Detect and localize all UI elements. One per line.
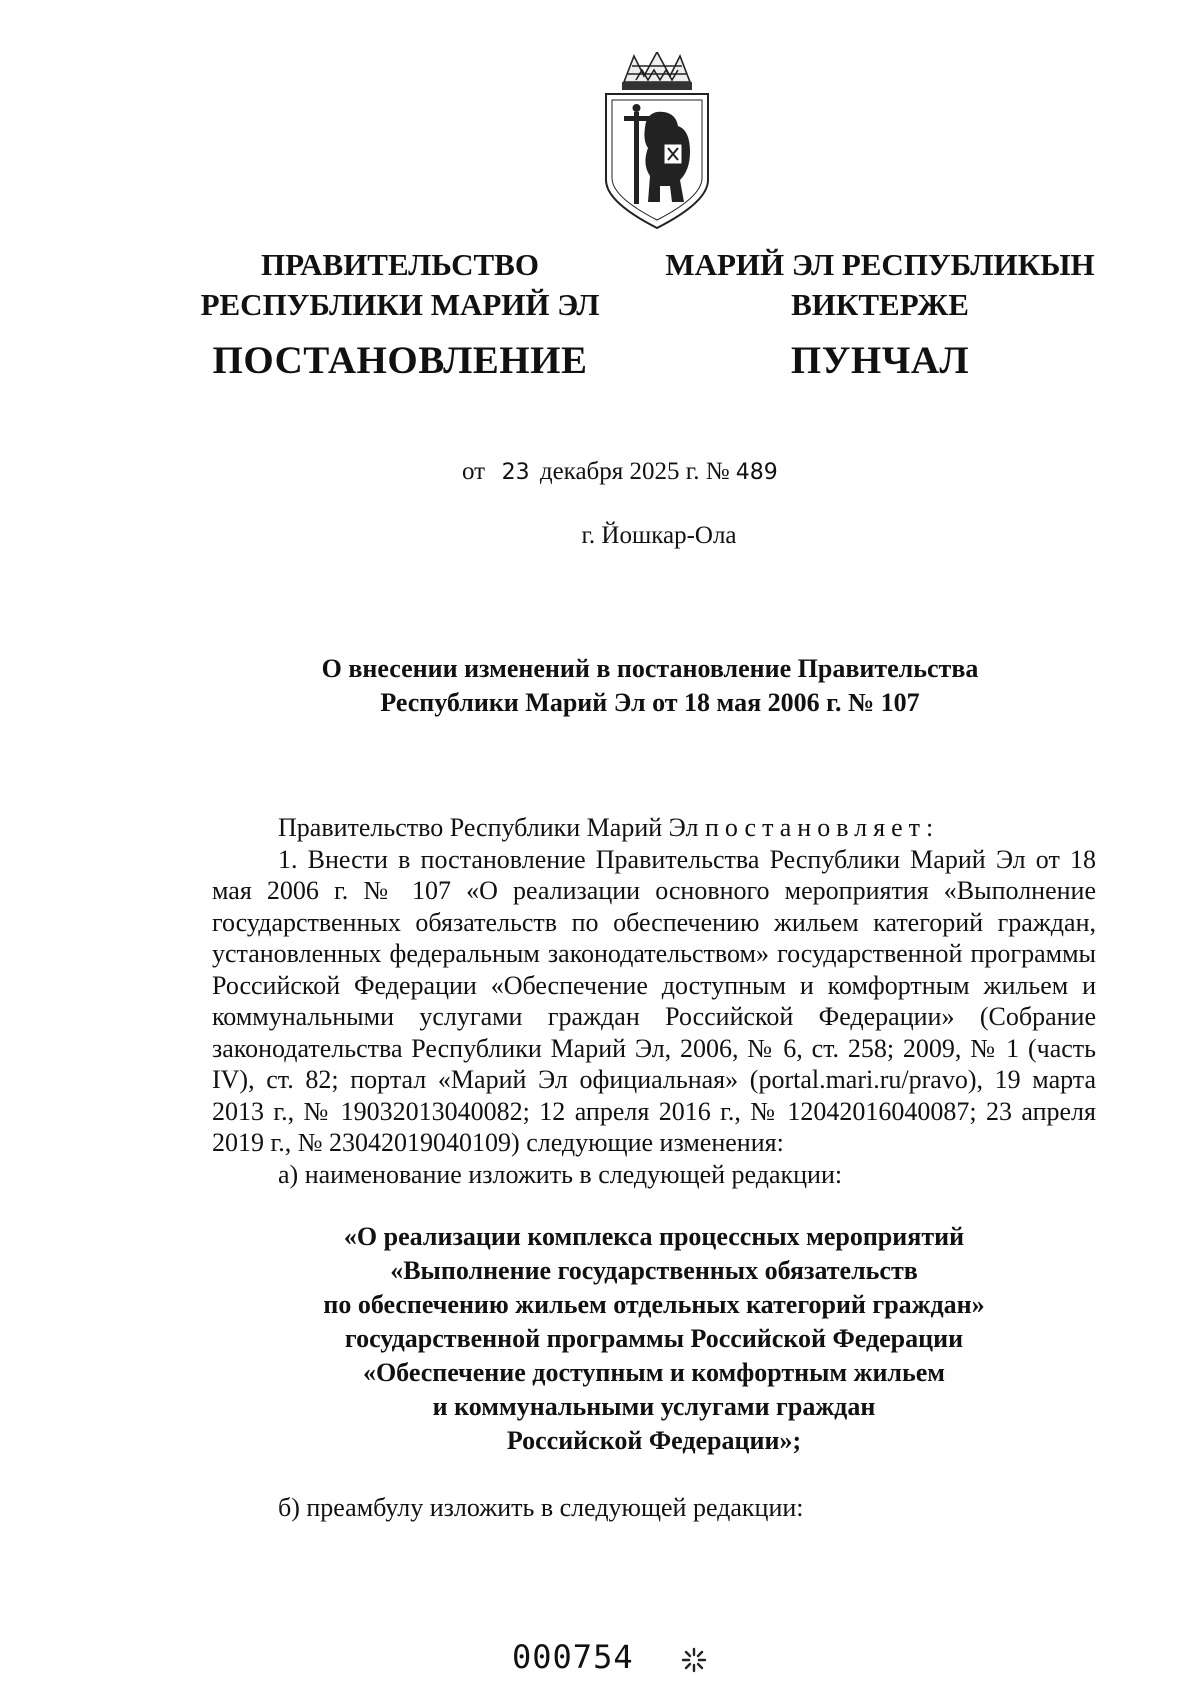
- quote-line: по обеспечению жильем отдельных категорий граждан»: [323, 1290, 985, 1319]
- quote-line: Российской Федерации»;: [506, 1426, 802, 1455]
- date-prefix: от: [462, 458, 486, 485]
- header-right: [660, 245, 1100, 385]
- item-1: 1. Внести в постановление Правительства Республики Марий Эл от 18 мая 2006 г. № 107 «О реализации основного мероприятия «Выполнение государственных обязательств по обеспечению жильем категорий граждан, установленных федеральным законодательством» государственной программы Российской Федерации «Обеспечение доступным и комфортным жильем и коммунальными услугами граждан Российской Федерации» (Собрание законодательства Республики Марий Эл, 2006, № 6, ст. 258; 2009, № 1 (часть IV), ст. 82; портал «Марий Эл официальная» (portal.mari.ru/pravo), 19 марта 2013 г., № 19032013040082; 12 апреля 2016 г., № 12042016040087; 23 апреля 2019 г., № 23042019040109) следующие изменения:: [212, 844, 1096, 1157]
- org-name-mari-line1: МАРИЙ ЭЛ РЕСПУБЛИКЫН: [665, 247, 1095, 282]
- preamble: [212, 812, 1096, 844]
- city: г. Йошкар-Ола: [581, 522, 737, 549]
- org-name-russian-line1: ПРАВИТЕЛЬСТВО: [261, 247, 539, 282]
- quote-line: «Выполнение государственных обязательств: [390, 1256, 918, 1285]
- asterisk-mark-icon: [680, 1646, 708, 1674]
- org-name-russian-line2: РЕСПУБЛИКИ МАРИЙ ЭЛ: [200, 287, 600, 322]
- serial-number: 000754: [512, 1638, 634, 1676]
- quote-line: государственной программы Российской Федерации: [344, 1324, 964, 1353]
- date-month-year: декабря 2025 г. №: [539, 458, 730, 485]
- document-title: [200, 652, 1100, 720]
- doc-type-mari: ПУНЧАЛ: [790, 339, 970, 382]
- preamble-text: Правительство Республики Марий Эл: [278, 813, 699, 842]
- document-number: 489: [735, 460, 778, 485]
- document-body: [212, 812, 1096, 1524]
- doc-type-russian: ПОСТАНОВЛЕНИЕ: [212, 339, 588, 382]
- org-name-mari-line2: ВИКТЕРЖЕ: [791, 287, 969, 322]
- quoted-new-title: [212, 1220, 1096, 1458]
- date-day: 23: [501, 460, 530, 485]
- coat-of-arms-icon: [598, 52, 716, 230]
- quote-line: «Обеспечение доступным и комфортным жильем: [362, 1358, 946, 1387]
- item-a: а) наименование изложить в следующей редакции:: [278, 1159, 843, 1189]
- preamble-verb: постановляет:: [704, 813, 940, 842]
- item-b: б) преамбулу изложить в следующей редакции:: [278, 1493, 804, 1522]
- quote-line: «О реализации комплекса процессных мероприятий: [343, 1222, 965, 1251]
- date-line: [462, 458, 778, 486]
- quote-line: и коммунальными услугами граждан: [432, 1392, 876, 1421]
- header-left: [200, 245, 600, 385]
- title-line2: Республики Марий Эл от 18 мая 2006 г. № 107: [380, 688, 920, 717]
- title-line1: О внесении изменений в постановление Правительства: [321, 654, 979, 683]
